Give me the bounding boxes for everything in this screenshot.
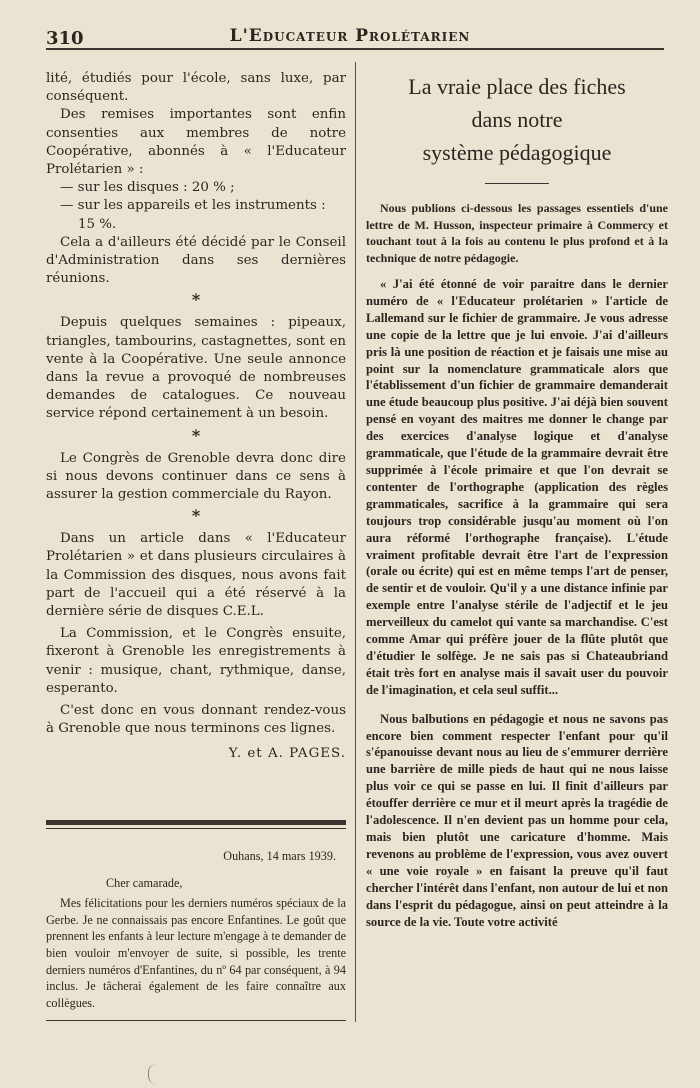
left-column <box>46 70 346 763</box>
letter-body: Mes félicitations pour les derniers numéros spéciaux de la Gerbe. Je ne connaissais pas encore Enfantines. Le goût que prennent les enfants à leur lecture m'engage à te demander de bien vouloir m'envoyer de suite, si possible, les trente derniers numéros d'Enfantines, du nº 64 par conséquent, à 94 inclus. Je tâcherai également de les faire connaître aux collègues. <box>46 896 346 1010</box>
paragraph: Cela a d'ailleurs été décidé par le Conseil d'Administration dans ses dernières réunions. <box>46 234 346 287</box>
article-title <box>366 70 668 169</box>
title-line: système pédagogique <box>422 140 612 165</box>
paragraph: Le Congrès de Grenoble devra donc dire si nous devons continuer dans ce sens à assurer la gestion commerciale du Rayon. <box>46 450 346 503</box>
bottom-rule <box>46 1020 346 1021</box>
section-rule-thick <box>46 820 346 825</box>
letter-box <box>46 848 346 1011</box>
title-line: La vraie place des fiches <box>408 74 626 99</box>
section-rule-thin <box>46 828 346 829</box>
column-divider <box>355 62 356 1022</box>
list-item: — sur les disques : 20 % ; <box>60 180 235 196</box>
letter-date: Ouhans, 14 mars 1939. <box>223 849 336 863</box>
article-intro: Nous publions ci-dessous les passages essentiels d'une lettre de M. Husson, inspecteur primaire à Commercy et touchant tout à la fois au contenu le plus profond et à la technique de notre pédagogie. <box>366 201 668 265</box>
article-paragraph: « J'ai été étonné de voir paraitre dans le dernier numéro de « l'Educateur prolétarien » l'article de Lallemand sur le fichier de grammaire. Je vous adresse une copie de la lettre que je lui envoie. J'ai d'ailleurs pris là une position de réaction et je faisais une mise au point sur la nomenclature grammaticale alors que l'établissement d'un fichier de grammaire demanderait une étude beaucoup plus positive. J'ai déjà bien souvent pensé en voyant des maitres me donner le change par des exercices d'analyse logique et d'analyse grammaticale, que l'étude de la grammaire devrait être supprimée à l'école primaire et que l'on devrait se contenter de l'orthographe (application des règles grammaticales, sacrifice à la grammaire qui sera toujours trop considérable jusqu'au moment où l'on aura réformé l'orthographe française). L'étude vraiment profitable devrait être l'art de l'expression (orale ou écrite) qui est en même temps l'art de penser, de sentir et de vouloir. Qu'il y a une distance infinie par exemple entre l'analyse stérile de l'adjectif et le jeu merveilleux du camelot qui vante sa marchandise. C'est comme Amar qui préfère jouer de la flûte plutôt que d'étudier le solfège. Je ne sais pas si Chateaubriand était très fort en analyse mais il savait user du pouvoir de l'imagination, et cela seul suffit... <box>366 277 668 697</box>
margin-mark <box>148 1064 157 1084</box>
asterisk-separator: * <box>191 506 201 526</box>
paragraph: C'est donc en vous donnant rendez-vous à Grenoble que nous terminons ces lignes. <box>46 703 346 737</box>
article-column <box>366 70 668 930</box>
list-item: — sur les appareils et les instruments : 15 %. <box>60 198 326 232</box>
asterisk-separator: * <box>191 290 201 310</box>
paragraph: lité, étudiés pour l'école, sans luxe, par conséquent. <box>46 71 346 105</box>
signature: Y. et A. PAGES. <box>228 745 346 761</box>
paragraph: La Commission, et le Congrès ensuite, fixeront à Grenoble les enregistrements à venir : musique, chant, rythmique, danse, esperanto. <box>46 626 346 696</box>
paragraph: Depuis quelques semaines : pipeaux, triangles, tambourins, castagnettes, sont en vente à la Coopérative. Une seule annonce dans la revue a provoqué de nombreuses demandes de catalogues. Ce nouveau service répond certainement à un besoin. <box>46 315 346 422</box>
header-rule <box>46 48 664 50</box>
article-paragraph: Nous balbutions en pédagogie et nous ne savons pas encore bien comment respecter l'enfant pour qu'il s'épanouisse devant nous au lieu de s'emmurer derrière une barrière de mille pieds de haut qui ne nous laisse plus voir ce qui se passe en lui. Il finit d'ailleurs par étouffer derrière ce mur et il meurt après la tragédie de l'adolescence. Il n'en devient pas un homme pour cela, mais bien plutôt une caricature d'homme. Mais revenons au problème de l'expression, vous avez ouvert « une voie royale » en faisant la preuve qu'il faut chercher l'intérêt dans l'enfant, non autour de lui et non dans l'esprit du pédagogue, ainsi on peut atteindre à la source de la vie. Toute votre activité <box>366 711 668 929</box>
asterisk-separator: * <box>191 425 201 445</box>
title-rule <box>485 183 549 184</box>
letter-salutation: Cher camarade, <box>106 875 183 890</box>
paragraph: Dans un article dans « l'Educateur Prolétarien » et dans plusieurs circulaires à la Commission des disques, nous avons fait part de l'accueil qui a été réservé à la dernière série de disques C.E.L. <box>46 531 346 620</box>
title-line: dans notre <box>471 107 563 132</box>
page-number: 310 <box>46 28 84 49</box>
journal-title: L'Educateur Prolétarien <box>229 26 471 46</box>
paragraph: Des remises importantes sont enfin consenties aux membres de notre Coopérative, abonnés à « l'Educateur Prolétarien » : <box>46 107 346 178</box>
